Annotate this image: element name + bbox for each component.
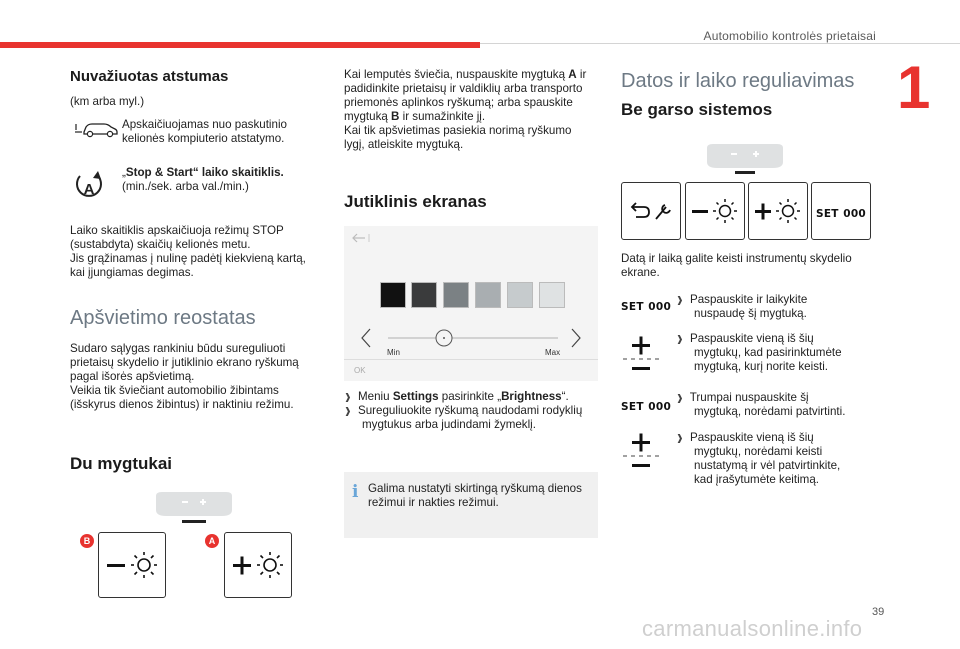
- datetime-title: Datos ir laiko reguliavimas: [621, 70, 855, 92]
- chapter-number: 1: [897, 54, 931, 121]
- dimmer-title: Apšvietimo reostatas: [70, 307, 256, 329]
- mid-para-3: priemonės aplinkos ryškumą; arba spauskite: [344, 96, 573, 109]
- sun-icon: [131, 552, 157, 578]
- brightness-minus-button: [685, 182, 745, 240]
- info-line-2: režimui ir nakties režimui.: [368, 496, 499, 509]
- bullet-icon: ❱: [676, 393, 684, 403]
- mid-para-4: mygtuką B ir sumažinkite jį.: [344, 110, 486, 123]
- distance-unit: (km arba myl.): [70, 95, 145, 108]
- brightness-plus-button: [748, 182, 808, 240]
- stop-start-para-4: kai įjungiamas degimas.: [70, 266, 194, 279]
- stop-start-para-1: Laiko skaitiklis apskaičiuoja režimų STOP: [70, 224, 284, 237]
- mid-para-2: padidinkite prietaisų ir valdiklių arba transporto: [344, 82, 583, 95]
- step-3-set-symbol: SET 000: [621, 401, 672, 413]
- info-line-1: Galima nustatyti skirtingą ryškumą dienos: [368, 482, 582, 495]
- dimmer-para-3: pagal išorės apšvietimą.: [70, 370, 195, 383]
- distance-desc-1: Apskaičiuojamas nuo paskutinio: [122, 118, 287, 131]
- slider-left-arrow: [362, 329, 370, 347]
- screen-ok-label: OK: [354, 366, 366, 375]
- mid-para-1: Kai lemputės šviečia, nuspauskite mygtuką A ir: [344, 68, 587, 81]
- sun-icon: [776, 199, 800, 223]
- plus-minus-symbol-icon: [621, 336, 661, 372]
- info-icon: i: [352, 482, 359, 502]
- step-4-line-4: kad įrašytumėte keitimą.: [694, 473, 820, 486]
- set-label: SET: [815, 208, 839, 220]
- slider-right-arrow: [572, 329, 580, 347]
- screen-divider: [344, 359, 598, 360]
- header-divider: [480, 43, 960, 44]
- dimmer-para-2: prietaisų skydelio ir jutiklinio ekrano ryškumą: [70, 356, 299, 369]
- step-1-line-1: ❱ Paspauskite ir laikykite: [676, 293, 808, 306]
- step-1-set-symbol: SET 000: [621, 301, 672, 313]
- badge-a: A: [205, 534, 219, 548]
- step-1-line-2: nuspaudę šį mygtuką.: [694, 307, 807, 320]
- dimmer-minus-button: [98, 532, 166, 598]
- datetime-desc-2: ekrane.: [621, 266, 660, 279]
- stop-start-para-3: Jis grąžinamas į nulinę padėtį kiekvieną kartą,: [70, 252, 306, 265]
- header-accent-bar: [0, 42, 480, 48]
- datetime-desc-1: Datą ir laiką galite keisti instrumentų skydelio: [621, 252, 852, 265]
- touch-screen-title: Jutiklinis ekranas: [344, 192, 487, 211]
- step-2-line-3: mygtuką, kurį norite keisti.: [694, 360, 829, 373]
- slider-min-label: Min: [387, 348, 400, 357]
- bullet-icon: ❱: [676, 334, 684, 344]
- car-distance-icon: [74, 118, 118, 138]
- wrench-icon: [656, 205, 670, 219]
- stop-start-title: „Stop & Start“ laiko skaitiklis.: [122, 166, 284, 179]
- return-arrow-icon: [632, 203, 649, 217]
- step-4-line-3: nustatymą ir vėl patvirtinkite,: [694, 459, 841, 472]
- brightness-swatch-5: [507, 282, 533, 308]
- bullet-icon: ❱: [676, 295, 684, 305]
- brightness-screen: [344, 226, 598, 381]
- sun-icon: [257, 552, 283, 578]
- info-box: [344, 472, 598, 538]
- instrument-cluster-diagram: [703, 140, 787, 180]
- watermark: carmanualsonline.info: [642, 616, 863, 641]
- datetime-subtitle: Be garso sistemos: [621, 100, 773, 119]
- stop-start-unit: (min./sek. arba val./min.): [122, 180, 249, 193]
- mid-bullet-1: ❱ Meniu Settings pasirinkite „Brightness“.: [344, 390, 569, 403]
- mid-para-5: Kai tik apšvietimas pasiekia norimą ryškumo: [344, 124, 572, 137]
- plus-minus-symbol-icon: [621, 433, 661, 469]
- brightness-swatch-1: [380, 282, 406, 308]
- brightness-swatch-4: [475, 282, 501, 308]
- header-title: Automobilio kontrolės prietaisai: [703, 29, 876, 43]
- page-number: 39: [872, 606, 885, 618]
- set-display-button: [811, 182, 871, 240]
- mid-bullet-2-cont: mygtukus arba judindami žymeklį.: [362, 418, 536, 431]
- mid-bullet-2: ❱ Sureguliuokite ryškumą naudodami rodyklių: [344, 404, 583, 417]
- step-2-line-2: mygtukų, kad pasirinktumėte: [694, 346, 842, 359]
- dimmer-para-5: (išskyrus dienos žibintus) ir naktiniu režimu.: [70, 398, 294, 411]
- bullet-icon: ❱: [344, 392, 352, 402]
- step-2-line-1: ❱ Paspauskite vieną iš šių: [676, 332, 814, 345]
- step-3-line-1: ❱ Trumpai nuspauskite šį: [676, 391, 809, 404]
- stop-start-letter: A: [83, 181, 95, 198]
- stop-start-icon: [74, 166, 104, 202]
- dimmer-para-1: Sudaro sąlygas rankiniu būdu sureguliuoti: [70, 342, 286, 355]
- badge-b: B: [80, 534, 94, 548]
- brightness-swatch-3: [443, 282, 469, 308]
- return-settings-button: [621, 182, 681, 240]
- two-buttons-title: Du mygtukai: [70, 454, 173, 473]
- back-arrow-icon: [350, 232, 370, 244]
- bullet-icon: ❱: [344, 406, 352, 416]
- brightness-swatch-6: [539, 282, 565, 308]
- step-4-line-2: mygtukų, norėdami keisti: [694, 445, 823, 458]
- dimmer-para-4: Veikia tik šviečiant automobilio žibintams: [70, 384, 279, 397]
- step-3-line-2: mygtuką, norėdami patvirtinti.: [694, 405, 846, 418]
- set-value: 000: [843, 208, 867, 220]
- dimmer-plus-button: [224, 532, 292, 598]
- mid-para-6: lygį, atleiskite mygtuką.: [344, 138, 464, 151]
- instrument-cluster-diagram: [152, 488, 236, 528]
- sun-icon: [713, 199, 737, 223]
- slider-max-label: Max: [545, 348, 561, 357]
- distance-title: Nuvažiuotas atstumas: [70, 68, 229, 85]
- bullet-icon: ❱: [676, 433, 684, 443]
- stop-start-para-2: (sustabdyta) skaičių kelionės metu.: [70, 238, 251, 251]
- brightness-swatch-2: [411, 282, 437, 308]
- distance-desc-2: kelionės kompiuterio atstatymo.: [122, 132, 285, 145]
- step-4-line-1: ❱ Paspauskite vieną iš šių: [676, 431, 814, 444]
